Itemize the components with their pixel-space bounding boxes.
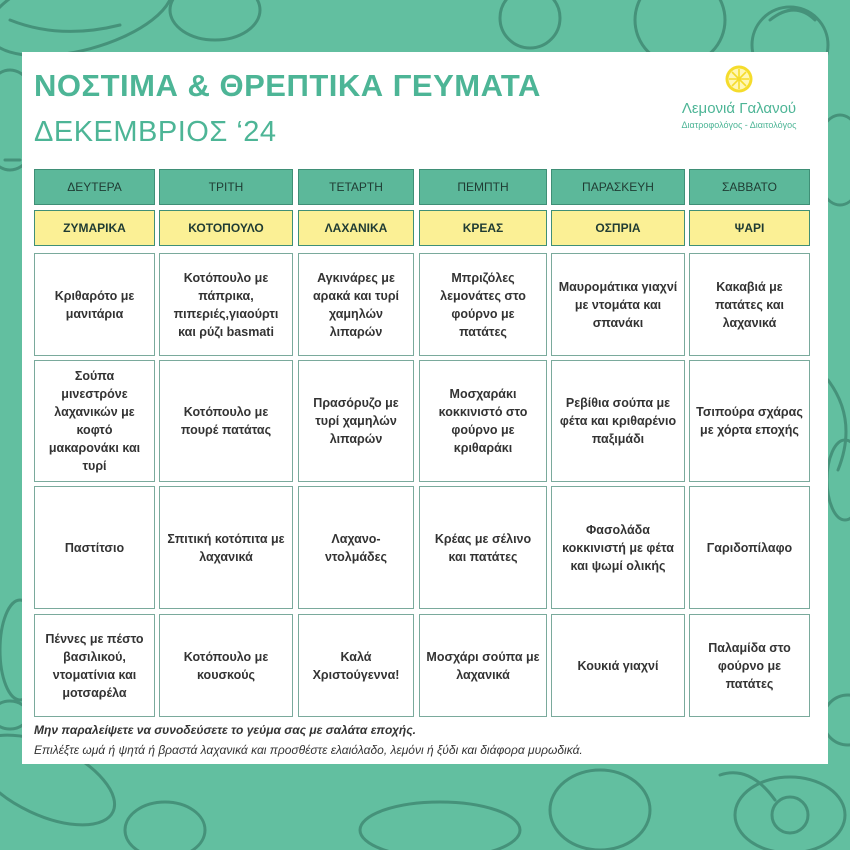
meal-cell: Αγκινάρες με αρακά και τυρί χαμηλών λιπαρών	[298, 253, 414, 356]
category-cell: ΨΑΡΙ	[689, 210, 810, 246]
day-header-tuesday: ΤΡΙΤΗ	[159, 169, 293, 205]
meal-cell: Καλά Χριστούγεννα!	[298, 614, 414, 717]
meal-cell: Μπριζόλες λεμονάτες στο φούρνο με πατάτες	[419, 253, 547, 356]
category-cell: ΚΟΤΟΠΟΥΛΟ	[159, 210, 293, 246]
meal-cell: Μοσχαράκι κοκκινιστό στο φούρνο με κριθαράκι	[419, 360, 547, 482]
month-subtitle: ΔΕΚΕΜΒΡΙΟΣ ‘24	[34, 116, 277, 148]
brand-block	[664, 64, 814, 130]
page-title: ΝΟΣΤΙΜΑ & ΘΡΕΠΤΙΚΑ ΓΕΥΜΑΤΑ	[34, 68, 541, 103]
day-header-monday: ΔΕΥΤΕΡΑ	[34, 169, 155, 205]
meal-cell: Τσιπούρα σχάρας με χόρτα εποχής	[689, 360, 810, 482]
meal-cell: Πρασόρυζο με τυρί χαμηλών λιπαρών	[298, 360, 414, 482]
meal-cell: Σπιτική κοτόπιτα με λαχανικά	[159, 486, 293, 609]
meal-cell: Σούπα μινεστρόνε λαχανικών με κοφτό μακαρονάκι και τυρί	[34, 360, 155, 482]
day-header-saturday: ΣΑΒΒΑΤΟ	[689, 169, 810, 205]
meal-cell: Φασολάδα κοκκινιστή με φέτα και ψωμί ολικής	[551, 486, 685, 609]
meal-plan-card	[22, 52, 828, 764]
dressing-note: Επιλέξτε ωμά ή ψητά ή βραστά λαχανικά και προσθέστε ελαιόλαδο, λεμόνι ή ξύδι και διάφορα μυρωδικά.	[34, 743, 583, 757]
meal-cell: Ρεβίθια σούπα με φέτα και κριθαρένιο παξιμάδι	[551, 360, 685, 482]
meal-cell: Λαχανο- ντολμάδες	[298, 486, 414, 609]
day-header-friday: ΠΑΡΑΣΚΕΥΗ	[551, 169, 685, 205]
brand-name: Λεμονιά Γαλανού	[681, 100, 797, 117]
meal-cell: Κακαβιά με πατάτες και λαχανικά	[689, 253, 810, 356]
category-cell: ΖΥΜΑΡΙΚΑ	[34, 210, 155, 246]
day-header-thursday: ΠΕΜΠΤΗ	[419, 169, 547, 205]
lemon-logo-icon	[724, 64, 754, 94]
meal-cell: Παστίτσιο	[34, 486, 155, 609]
meal-cell: Κοτόπουλο με πάπρικα, πιπεριές,γιαούρτι και ρύζι basmati	[159, 253, 293, 356]
meal-cell: Κριθαρότο με μανιτάρια	[34, 253, 155, 356]
meal-cell: Κοτόπουλο με κουσκούς	[159, 614, 293, 717]
category-cell: ΟΣΠΡΙΑ	[551, 210, 685, 246]
brand-tagline: Διατροφολόγος - Διαιτολόγος	[681, 120, 797, 130]
meal-cell: Κρέας με σέλινο και πατάτες	[419, 486, 547, 609]
meal-cell: Μοσχάρι σούπα με λαχανικά	[419, 614, 547, 717]
category-cell: ΚΡΕΑΣ	[419, 210, 547, 246]
meal-cell: Κοτόπουλο με πουρέ πατάτας	[159, 360, 293, 482]
meal-cell: Πέννες με πέστο βασιλικού, ντοματίνια και μοτσαρέλα	[34, 614, 155, 717]
day-header-wednesday: ΤΕΤΑΡΤΗ	[298, 169, 414, 205]
meal-cell: Παλαμίδα στο φούρνο με πατάτες	[689, 614, 810, 717]
category-cell: ΛΑΧΑΝΙΚΑ	[298, 210, 414, 246]
meal-cell: Κουκιά γιαχνί	[551, 614, 685, 717]
salad-note: Μην παραλείψετε να συνοδεύσετε το γεύμα σας με σαλάτα εποχής.	[34, 723, 416, 737]
meal-cell: Μαυρομάτικα γιαχνί με ντομάτα και σπανάκι	[551, 253, 685, 356]
meal-cell: Γαριδοπίλαφο	[689, 486, 810, 609]
